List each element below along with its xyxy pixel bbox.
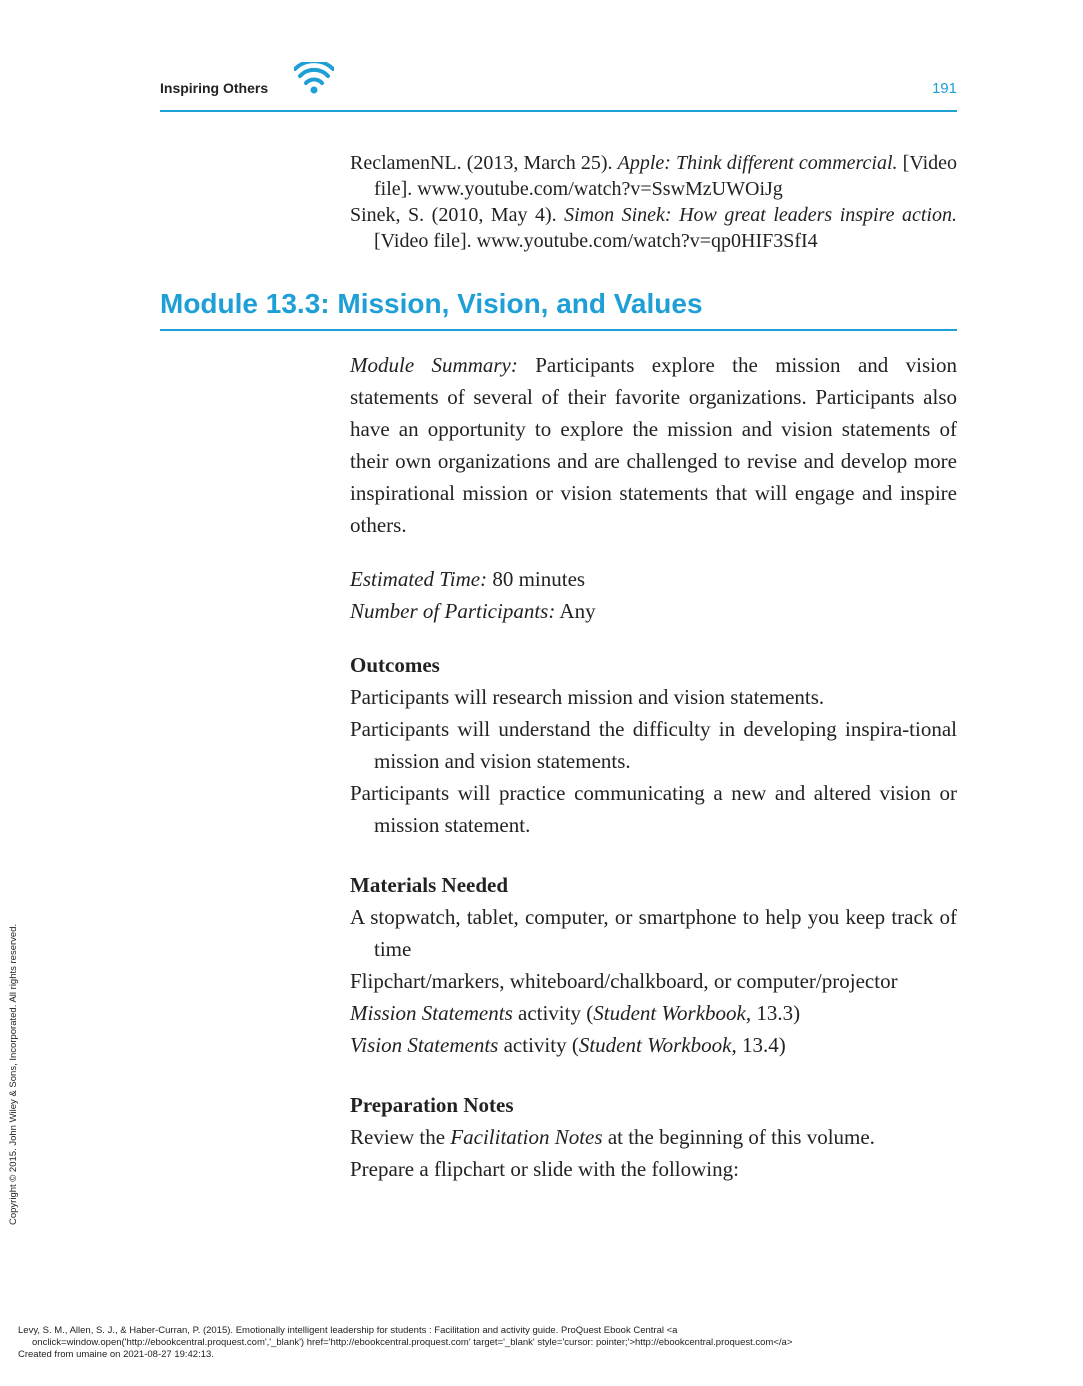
citation-footer [18, 1325, 1068, 1361]
module-body [350, 349, 957, 1185]
material-item: Vision Statements activity (Student Workbook, 13.4) [350, 1033, 786, 1057]
running-header [160, 60, 957, 112]
outcome-item: Participants will practice communicating a new and altered vision or mission statement. [350, 781, 957, 837]
footer-line: Created from umaine on 2021-08-27 19:42:13. [18, 1349, 214, 1360]
material-item: Flipchart/markers, whiteboard/chalkboard, or computer/projector [350, 969, 898, 993]
reference-item: ReclamenNL. (2013, March 25). Apple: Think different commercial. [Video file]. www.youtube.com/watch?v=SswMzUWOiJg [350, 152, 958, 200]
copyright-notice: Copyright © 2015. John Wiley & Sons, Incorporated. All rights reserved. [8, 923, 19, 1225]
preparation-heading: Preparation Notes [350, 1093, 514, 1117]
estimated-time: Estimated Time: 80 minutes [350, 567, 586, 591]
footer-line: Levy, S. M., Allen, S. J., & Haber-Curran, P. (2015). Emotionally intelligent leadership for students : Facilitation and activity guide. ProQuest Ebook Central <a [18, 1325, 678, 1336]
module-header [160, 286, 957, 331]
materials-heading: Materials Needed [350, 873, 509, 897]
reference-item: Sinek, S. (2010, May 4). Simon Sinek: How great leaders inspire action. [Video file]. www.youtube.com/watch?v=qp0HIF3SfI4 [350, 204, 957, 252]
outcomes-heading: Outcomes [350, 653, 440, 677]
page-number: 191 [931, 80, 957, 97]
footer-line: onclick=window.open('http://ebookcentral.proquest.com','_blank') href='http://ebookcentral.proquest.com' target='_blank' style='cursor: pointer;'>http://ebookcentral.proquest.com</a> [32, 1337, 793, 1348]
number-of-participants: Number of Participants: Any [350, 599, 596, 623]
material-item: Mission Statements activity (Student Workbook, 13.3) [350, 1001, 801, 1025]
wifi-signal-icon [294, 62, 334, 98]
preparation-line: Review the Facilitation Notes at the beginning of this volume. [350, 1125, 875, 1149]
preparation-line: Prepare a flipchart or slide with the following: [350, 1157, 739, 1181]
section-label: Inspiring Others [160, 80, 269, 96]
module-title: Module 13.3: Mission, Vision, and Values [160, 288, 703, 319]
module-summary: Module Summary: Participants explore the mission and vision statements of several of their favorite organizations. Participants also have an opportunity to explore the mission and vision statements of their own organizations and are challenged to revise and develop more inspirational mission or vision statements that will engage and inspire others. [350, 353, 957, 537]
module-meta [350, 563, 957, 627]
material-item: A stopwatch, tablet, computer, or smartphone to help you keep track of time [350, 905, 957, 961]
reference-list [350, 150, 957, 254]
outcome-item: Participants will understand the difficulty in developing inspira-tional mission and vision statements. [350, 717, 957, 773]
outcome-item: Participants will research mission and vision statements. [350, 685, 825, 709]
